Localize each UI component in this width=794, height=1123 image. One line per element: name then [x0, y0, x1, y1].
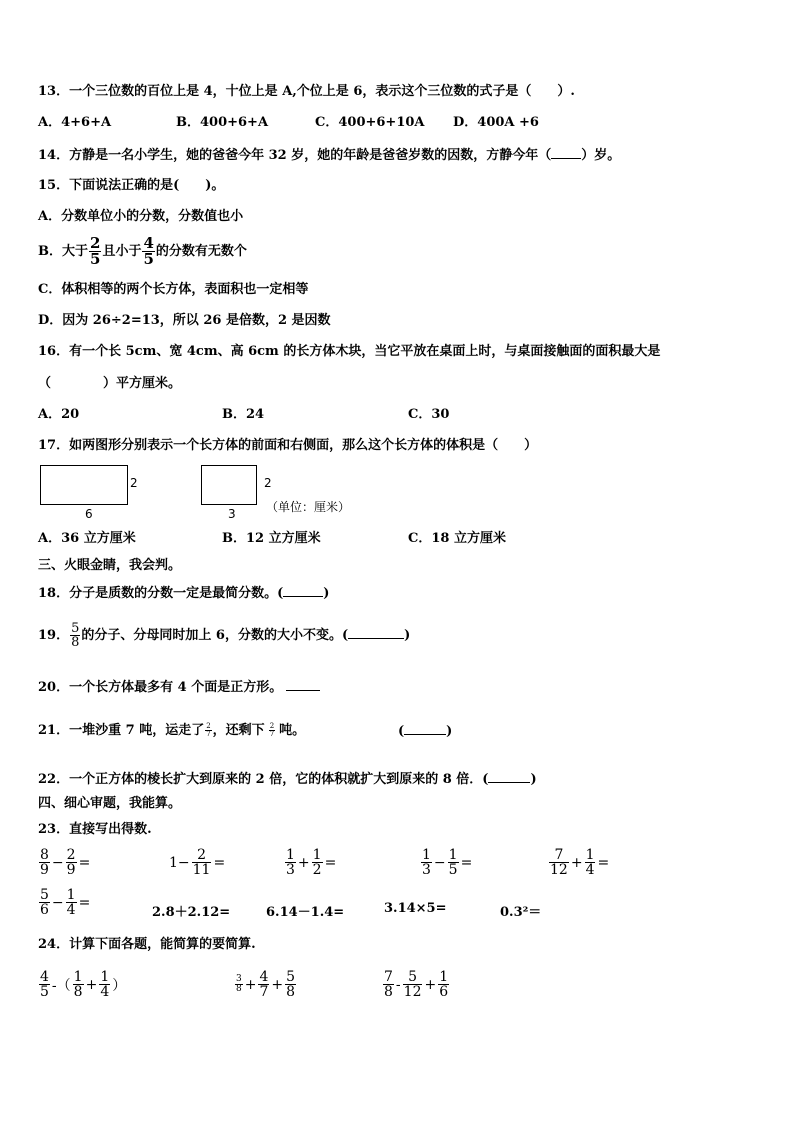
q15-option-b: B．大于 $\frac{2}{5}$ 且小于 $\frac{4}{5}$ 的分数有无数个: [38, 234, 247, 268]
q17-text: 17．如两图形分别表示一个长方体的前面和右侧面，那么这个长方体的体积是（ ）: [38, 438, 538, 453]
calc-item-3: $\frac{1}{3}$ + $\frac{1}{2}$ =: [286, 847, 337, 878]
q16-option-b: B．24: [222, 407, 265, 422]
calc-item-10: 0.3²＝: [500, 905, 542, 920]
q13-option-d: D．400A +6: [453, 115, 539, 130]
simplify-item-1: $\frac{4}{5}$ -（ $\frac{1}{8}$ + $\frac{1}{4}$ ）: [40, 969, 127, 1000]
q15-option-c: C．体积相等的两个长方体，表面积也一定相等: [38, 282, 309, 297]
q16-continuation: （ ）平方厘米。: [38, 376, 182, 391]
q22-answer-blank[interactable]: [488, 770, 530, 783]
calc-item-8: 6.14－1.4=: [266, 905, 345, 920]
q22-text: 22．一个正方体的棱长扩大到原来的 2 倍，它的体积就扩大到原来的 8 倍．( ): [38, 772, 537, 787]
q21-text: 21．一堆沙重 7 吨，运走了 $\frac{2}{7}$ ，还剩下 $\frac{2}{7}$ 吨。: [38, 722, 306, 738]
q16-option-c: C．30: [408, 407, 450, 422]
q17-option-a: A．36 立方厘米: [38, 531, 136, 546]
q17-option-c: C．18 立方厘米: [408, 531, 506, 546]
calc-item-4: $\frac{1}{3}$ − $\frac{1}{5}$ =: [422, 847, 473, 878]
q17-option-b: B．12 立方厘米: [222, 531, 321, 546]
q15-option-d: D．因为 26÷2=13，所以 26 是倍数，2 是因数: [38, 313, 331, 328]
q21-answer-blank[interactable]: [404, 722, 446, 735]
fig1-height-label: 2: [130, 476, 138, 490]
unit-label: （单位：厘米）: [266, 500, 351, 514]
q18-answer-blank[interactable]: [283, 584, 323, 597]
q14-text: 14．方静是一名小学生，她的爸爸今年 32 岁，她的年龄是爸爸岁数的因数，方静今年（ ）岁。: [38, 148, 621, 163]
q15-option-a: A．分数单位小的分数，分数值也小: [38, 209, 244, 224]
fig2-height-label: 2: [264, 476, 272, 490]
q16-option-a: A．20: [38, 407, 80, 422]
calc-item-9: 3.14×5=: [384, 901, 447, 916]
side-face-rectangle: [201, 465, 257, 505]
fig1-length-label: 6: [85, 507, 93, 521]
q23-text: 23．直接写出得数.: [38, 822, 152, 837]
q24-text: 24．计算下面各题，能简算的要简算.: [38, 937, 256, 952]
fig2-width-label: 3: [228, 507, 236, 521]
front-face-rectangle: [40, 465, 128, 505]
section-3-heading: 三、火眼金睛，我会判。: [38, 558, 182, 573]
calc-item-5: $\frac{7}{12}$ + $\frac{1}{4}$ =: [550, 847, 610, 878]
q20-answer-blank[interactable]: [286, 678, 320, 691]
simplify-item-3: $\frac{7}{8}$ - $\frac{5}{12}$ + $\frac{1}{6}$: [384, 969, 449, 1000]
section-4-heading: 四、细心审题，我能算。: [38, 796, 182, 811]
q19-answer-blank[interactable]: [348, 626, 404, 639]
calc-item-1: $\frac{8}{9}$ − $\frac{2}{9}$ =: [40, 847, 91, 878]
q14-answer-blank[interactable]: [551, 146, 581, 159]
calc-item-7: 2.8＋2.12=: [152, 905, 231, 920]
q15-text: 15．下面说法正确的是( )。: [38, 178, 225, 193]
q13-option-a: A．4+6+A: [38, 115, 112, 130]
q13-option-b: B．400+6+A: [176, 115, 269, 130]
calc-item-6: $\frac{5}{6}$ − $\frac{1}{4}$ =: [40, 887, 91, 918]
q18-text: 18．分子是质数的分数一定是最简分数。( ): [38, 586, 330, 601]
q20-text: 20．一个长方体最多有 4 个面是正方形。: [38, 678, 320, 696]
q16-text: 16．有一个长 5cm、宽 4cm、高 6cm 的长方体木块，当它平放在桌面上时，与桌面接触面的面积最大是: [38, 344, 661, 359]
simplify-item-2: $\frac{3}{8}$ + $\frac{4}{7}$ + $\frac{5}{8}$: [236, 969, 296, 1000]
q19-text: 19． $\frac{5}{8}$ 的分子、分母同时加上 6，分数的大小不变。( ): [38, 621, 411, 650]
q13-option-c: C．400+6+10A: [315, 115, 425, 130]
q21-answer: ( ): [398, 724, 453, 739]
calc-item-2: 1− $\frac{2}{11}$ =: [169, 847, 226, 878]
q13-text: 13．一个三位数的百位上是 4，十位上是 A,个位上是 6，表示这个三位数的式子是（ ）.: [38, 84, 575, 99]
